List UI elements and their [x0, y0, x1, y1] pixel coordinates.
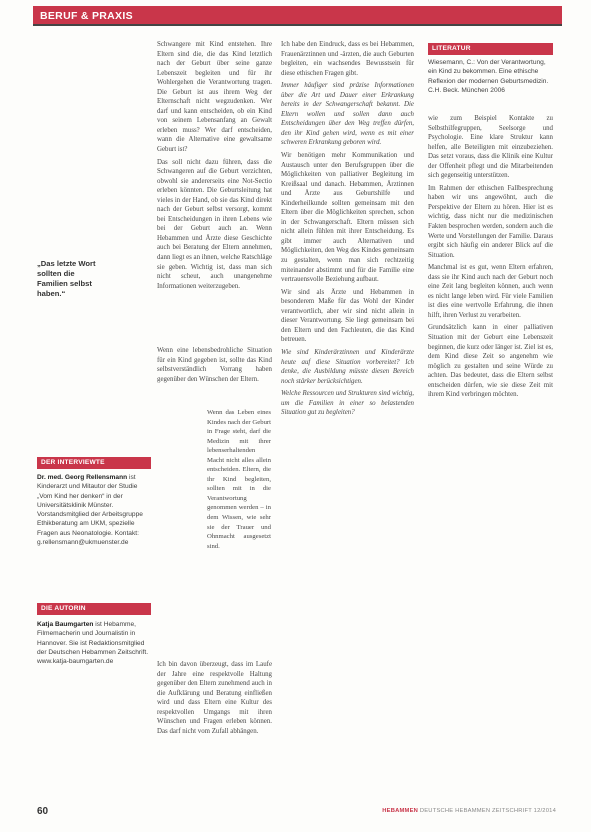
paragraph-question: Wie sind Kinderärztinnen und Kinderärzte heute auf diese Situation vorbereitet? Ich denke, die Ausbildung müsste diesen Bereich noch stärker berücksichtigen.	[281, 348, 414, 385]
pull-quote: „Das letzte Wort sollten die Familien selbst haben.“	[37, 259, 96, 298]
interviewee-name: Dr. med. Georg Rellensmann	[37, 474, 128, 481]
paragraph-question: Immer häufiger sind präzise Informationen über die Art und Dauer einer Erkrankung bereits in der Schwangerschaft bekannt. Die Eltern wollen und sollen dann auch Entscheidungen über den Weg treffen dürfen, den ihr Kind gehen wird, wenn es mit einer schweren Erkrankung geboren wird.	[281, 82, 414, 147]
paragraph: Wir sind als Ärzte und Hebammen in besonderem Maße für das Wohl der Kinder verantwortlich, aber wir sind nicht allein in dieser Verantwortung. Sie liegt gemeinsam bei den Eltern und den Fachleuten, die das Kind betreuen.	[281, 288, 414, 344]
author-box-title: DIE AUTORIN	[37, 603, 151, 615]
section-header	[33, 6, 562, 24]
page-number: 60	[37, 806, 49, 817]
article-column-2-bottom: Ich bin davon überzeugt, dass im Laufe der Jahre eine respektvolle Haltung gegenüber den Eltern zunehmend auch in die Aufklärung und Beratung einfließen wird und dass Eltern eine Kultur des respektvollen Umgangs mit ihren Wünschen und Fragen erleben können. Das darf nicht vom Zufall abhängen.	[157, 661, 272, 735]
paragraph: Ich habe den Eindruck, dass es bei Hebammen, Frauenärztinnen und -ärzten, die auch Geburten begleiten, ein wachsendes Bewusstsein für diese ethischen Fragen gibt.	[281, 41, 414, 77]
article-column-4	[428, 114, 553, 800]
interviewee-email-link[interactable]: g.rellensmann@ukmuenster.de	[37, 539, 129, 547]
paragraph: Im Rahmen der ethischen Fallbesprechung haben wir uns angewöhnt, auch die Perspektive der Eltern zu hören. Hier ist es wichtig, dass nicht nur die medizinischen Fakten besprochen werden, sondern auch die Werte und Vorstellungen der Familie. Daraus ergibt sich häufig ein anderer Blick auf die Situation.	[428, 184, 553, 259]
article-column-2-italic-lead: Wenn eine lebensbedrohliche Situation für ein Kind gegeben ist, sollte das Kind selbstverständlich Vorrang haben gegenüber den Wünschen der Eltern.	[157, 347, 272, 383]
article-column-2-italic-side: Wenn das Leben eines Kindes nach der Geburt in Frage steht, darf die Medizin mit ihrer lebenserhaltenden Macht nicht alles allein entscheiden. Eltern, die ihr Kind begleiten, sollten mit in die Verantwortung genommen werden – in dem Wissen, wie sehr sie der Trauer und Ohnmacht ausgesetzt sind.	[207, 409, 271, 550]
interviewee-box	[37, 473, 151, 547]
header-rule	[33, 24, 562, 26]
magazine-brand: HEBAMMEN	[382, 808, 419, 814]
magazine-issue: DEUTSCHE HEBAMMEN ZEITSCHRIFT 12/2014	[419, 808, 556, 814]
paragraph: Manchmal ist es gut, wenn Eltern erfahren, dass sie ihr Kind auch nach der Geburt noch eine Zeit lang begleiten können, auch wenn es nicht lange leben wird. Für viele Familien ist dies eine wertvolle Erfahrung, die ihnen hilft, ihren Verlust zu verarbeiten.	[428, 264, 553, 319]
paragraph: Das soll nicht dazu führen, dass die Schwangeren auf die Geburt verzichten, obwohl sie andererseits eine Not-Sectio erleben könnten. Die Geburtsleitung hat vieles in der Hand, ob sie das Kind direkt nach der Geburt selbst versorgt, kommt bei Entscheidungen in ihren Lebens wie bei der Geburt auch an. Wenn Hebammen und Ärzte diese Geschichte auch bei Beratung der Eltern annehmen, dann liegt es an ihnen, welche Ratschläge sie geben. Wichtig ist, dass man sich nicht scheut, auch unangenehme Informationen weiterzugeben.	[157, 158, 272, 290]
paragraph: wie zum Beispiel Kontakte zu Selbsthilfegruppen, Seelsorge und Psychologie. Eine klare Struktur kann helfen, alle Beteiligten mit einzubeziehen. Das setzt voraus, dass die Klinik eine Kultur der Offenheit pflegt und die Mitarbeitenden sich gegenseitig unterstützen.	[428, 115, 553, 180]
paragraph: Grundsätzlich kann in einer palliativen Situation mit der Geburt eine Lebenszeit beginnen, die kurz oder länger ist. Ziel ist es, dem Kind diese Zeit so angenehm wie möglich zu gestalten und seine Würde zu achten. Das bedeutet, dass die Eltern selbst entscheiden dürfen, wie sie diese Zeit mit ihrem Kind verbringen möchten.	[428, 324, 553, 399]
paragraph: Schwangere mit Kind entstehen. Ihre Eltern sind die, die das Kind letztlich nach der Geburt über seine ganze Lebenszeit begleiten und für ihr Wohlergehen die Verantwortung tragen. Die Geburt ist aus ihrem Weg der Elternschaft nicht wegzudenken. Wer darf und kann entscheiden, ob ein Kind von seinem Lebensanfang an Gewalt erleben muss? Wer darf entscheiden, wann die Alternative eine gewaltsame Geburt ist?	[157, 41, 272, 154]
interviewee-bio: ist Kinderarzt und Mitautor der Studie „Vom Kind her denken“ in der Universitätsklinik Münster. Vorstandsmitglied der Arbeitsgruppe Ethikberatung am UKM, spezielle Fragen aus Neonatologie.	[37, 474, 143, 537]
footer-magazine	[382, 808, 556, 814]
author-box	[37, 620, 151, 666]
section-title: BERUF & PRAXIS	[40, 10, 133, 22]
author-bio: ist Hebamme, Filmemacherin und Journalistin in Hannover. Sie ist Redaktionsmitglied der Deutschen Hebammen Zeitschrift.	[37, 621, 149, 656]
article-column-3	[281, 40, 414, 800]
author-website-link[interactable]: www.katja-baumgarten.de	[37, 658, 114, 666]
literature-text: Wiesemann, C.: Von der Verantwortung, ein Kind zu bekommen. Eine ethische Reflexion der modernen Geburtsmedizin. C.H. Beck. München 2006	[428, 59, 549, 94]
paragraph-question: Welche Ressourcen und Strukturen sind wichtig, um die Familien in einer so belastenden Situation gut zu begleiten?	[281, 390, 414, 417]
article-column-2-top	[157, 40, 272, 340]
paragraph: Wir benötigen mehr Kommunikation und Austausch unter den Berufsgruppen über die Möglichkeiten von palliativer Begleitung im Kreißsaal und danach. Hebammen, Ärztinnen und Ärzte aus Geburtshilfe und Kinderheilkunde sollten gemeinsam mit den Eltern über die Möglichkeiten sprechen, schon in der Schwangerschaft. Eltern müssen sich nicht allein fühlen mit ihrer Entscheidung. Es gibt immer auch Alternativen und Möglichkeiten, den Weg des Kindes gemeinsam zu gestalten, wenn man sich rechtzeitig miteinander abstimmt und für die Familie eine vertrauensvolle Beziehung aufbaut.	[281, 152, 414, 284]
interviewee-contact-label: Kontakt:	[114, 529, 139, 537]
literature-box-title: LITERATUR	[428, 43, 553, 55]
author-name: Katja Baumgarten	[37, 621, 94, 628]
interviewee-box-title: DER INTERVIEWTE	[37, 457, 151, 469]
